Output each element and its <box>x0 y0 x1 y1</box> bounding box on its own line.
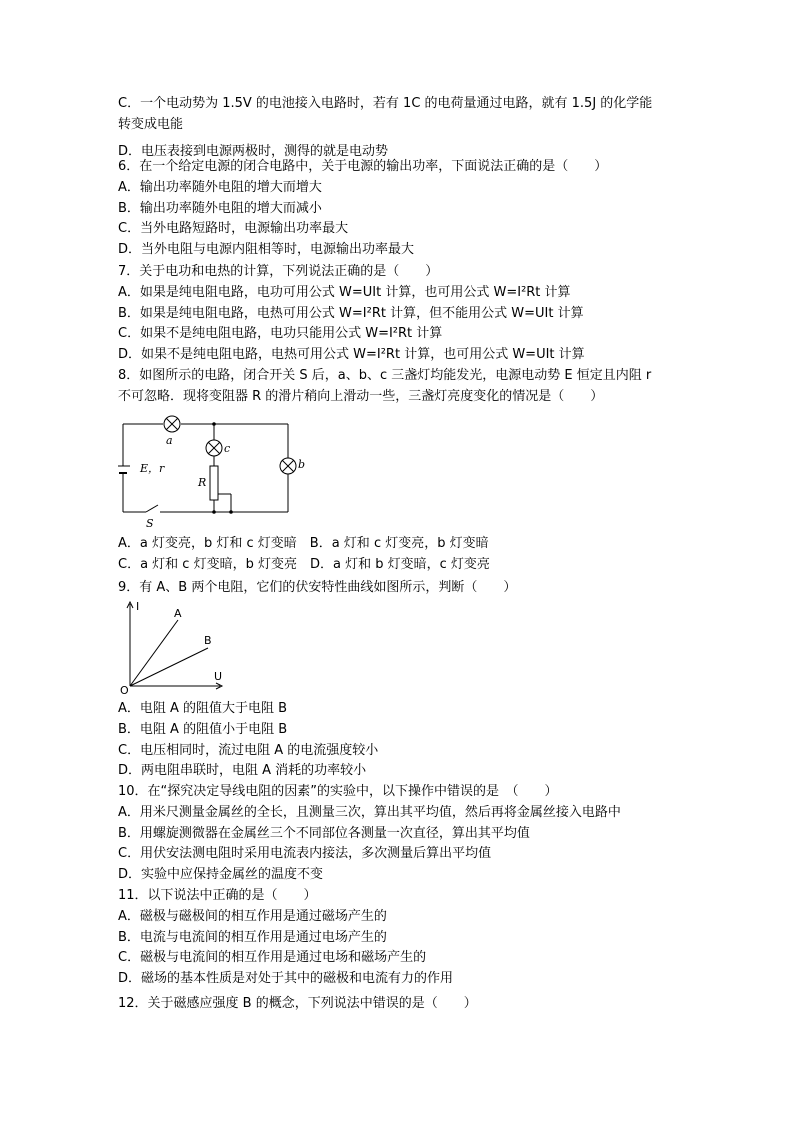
graph-label-i: I <box>136 600 140 613</box>
label-lamp-b: b <box>298 458 306 471</box>
question-11-option-a: A．磁极与磁极间的相互作用是通过磁场产生的 <box>118 908 387 924</box>
question-11-option-b: B．电流与电流间的相互作用是通过电场产生的 <box>118 929 387 945</box>
question-10-option-a: A．用米尺测量金属丝的全长，且测量三次，算出其平均值，然后再将金属丝接入电路中 <box>118 804 621 820</box>
rheostat-r <box>210 466 218 500</box>
continued-option-d: D．电压表接到电源两极时，测得的就是电动势 <box>118 144 389 159</box>
question-11-option-d: D．磁场的基本性质是对处于其中的磁极和电流有力的作用 <box>118 971 454 987</box>
question-6 <box>118 157 678 261</box>
question-6-stem: 6．在一个给定电源的闭合电路中，关于电源的输出功率，下面说法正确的是（ ） <box>118 159 608 174</box>
label-switch: S <box>146 517 154 528</box>
question-10-option-b: B．用螺旋测微器在金属丝三个不同部位各测量一次直径，算出其平均值 <box>118 825 530 841</box>
question-7-option-a: A．如果是纯电阻电路，电功可用公式 W=UIt 计算，也可用公式 W=I²Rt 计算 <box>118 284 571 300</box>
question-11-stem: 11．以下说法中正确的是（ ） <box>118 888 317 903</box>
question-8-options-line2: C．a 灯和 c 灯变暗，b 灯变亮 D．a 灯和 b 灯变暗，c 灯变亮 <box>118 556 490 572</box>
question-7-option-b: B．如果是纯电阻电路，电热可用公式 W=I²Rt 计算，但不能用公式 W=UIt 计算 <box>118 305 584 321</box>
graph-label-b: B <box>204 634 212 647</box>
continued-option-c <box>118 94 678 136</box>
label-resistor: R <box>198 476 207 489</box>
question-7-stem: 7．关于电功和电热的计算，下列说法正确的是（ ） <box>118 264 439 279</box>
question-11-option-c: C．磁极与电流间的相互作用是通过电场和磁场产生的 <box>118 950 427 966</box>
question-10-stem: 10．在“探究决定导线电阻的因素”的实验中，以下操作中错误的是 （ ） <box>118 784 558 799</box>
question-6-option-d: D．当外电阻与电源内阻相等时，电源输出功率最大 <box>118 242 415 258</box>
question-6-option-b: B．输出功率随外电阻的增大而减小 <box>118 200 322 216</box>
question-6-option-a: A．输出功率随外电阻的增大而增大 <box>118 179 322 195</box>
switch-blade <box>146 505 158 512</box>
label-lamp-a: a <box>166 434 173 447</box>
question-10-option-c: C．用伏安法测电阻时采用电流表内接法，多次测量后算出平均值 <box>118 846 492 862</box>
question-7 <box>118 262 678 366</box>
question-9-option-d: D．两电阻串联时，电阻 A 消耗的功率较小 <box>118 763 367 779</box>
question-8-stem-line1: 8．如图所示的电路，闭合开关 S 后，a、b、c 三盏灯均能发光，电源电动势 E 恒定且内阻 r <box>118 368 652 383</box>
question-8-stem-line2: 不可忽略．现将变阻器 R 的滑片稍向上滑动一些，三盏灯亮度变化的情况是（ ） <box>118 388 604 404</box>
continued-option-c-line2: 转变成电能 <box>118 116 184 132</box>
graph-label-a: A <box>174 607 182 620</box>
question-8-stem <box>118 366 678 408</box>
graph-label-u: U <box>214 670 223 683</box>
question-9-stem: 9．有 A、B 两个电阻，它们的伏安特性曲线如图所示，判断（ ） <box>118 580 517 595</box>
continued-option-c-line1: C．一个电动势为 1.5V 的电池接入电路时，若有 1C 的电荷量通过电路，就有 1.5J 的化学能 <box>118 96 653 111</box>
question-11 <box>118 886 678 990</box>
iu-graph <box>118 598 228 694</box>
question-8-options-line1: A．a 灯变亮，b 灯和 c 灯变暗 B．a 灯和 c 灯变亮，b 灯变暗 <box>118 536 489 551</box>
circuit-diagram <box>118 412 308 528</box>
question-9-option-a: A．电阻 A 的阻值大于电阻 B <box>118 701 288 716</box>
question-10-option-d: D．实验中应保持金属丝的温度不变 <box>118 867 324 883</box>
label-source: E，r <box>140 462 165 475</box>
question-9-option-b: B．电阻 A 的阻值小于电阻 B <box>118 721 288 737</box>
question-10 <box>118 782 678 886</box>
question-9-options <box>118 699 678 782</box>
question-8-options <box>118 534 678 576</box>
line-a <box>130 620 178 686</box>
question-7-option-c: C．如果不是纯电阻电路，电功只能用公式 W=I²Rt 计算 <box>118 326 443 342</box>
question-7-option-d: D．如果不是纯电阻电路，电热可用公式 W=I²Rt 计算，也可用公式 W=UIt 计算 <box>118 347 585 363</box>
question-9-option-c: C．电压相同时，流过电阻 A 的电流强度较小 <box>118 742 379 758</box>
label-lamp-c: c <box>224 442 231 455</box>
line-b <box>130 648 208 686</box>
question-6-option-c: C．当外电路短路时，电源输出功率最大 <box>118 221 349 237</box>
question-12-stem: 12．关于磁感应强度 B 的概念，下列说法中错误的是（ ） <box>118 996 477 1011</box>
graph-label-origin: O <box>120 684 129 694</box>
